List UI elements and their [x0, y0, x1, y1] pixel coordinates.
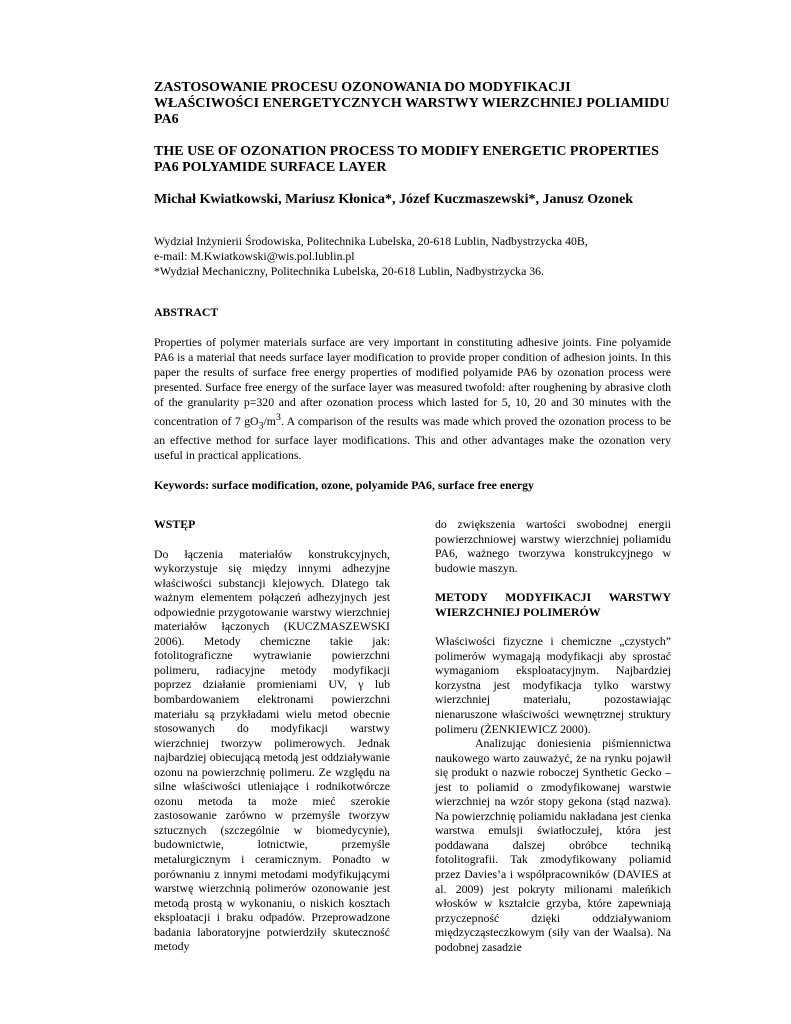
abstract-unit: /m: [263, 413, 276, 428]
methods-paragraph-1: Właściwości fizyczne i chemiczne „czystych” polimerów wymagają modyfikacji aby sprostać wymaganiom eksploatacyjnym. Najbardziej korzystna jest modyfikacja tylko warstwy wierzchniej materiału, pozostawiając nienaruszone właściwości wewnętrznej struktury polimeru (ŻENKIEWICZ 2000).: [435, 634, 671, 736]
affiliation-email: e-mail: M.Kwiatkowski@wis.pol.lublin.pl: [154, 249, 355, 263]
abstract-text: [154, 335, 671, 463]
affiliation-line-2: *Wydział Mechaniczny, Politechnika Lubelska, 20-618 Lublin, Nadbystrzycka 36.: [154, 264, 545, 278]
abstract-text-after: . A comparison of the results was made which proved the ozonation process to be an effective method for surface layer modifications. This and other advantages make the ozonation very useful in practical applications.: [154, 413, 671, 463]
abstract-subscript: 3: [258, 420, 264, 432]
abstract-heading: ABSTRACT: [154, 305, 219, 319]
keywords: Keywords: surface modification, ozone, polyamide PA6, surface free energy: [154, 478, 534, 493]
methods-paragraph-2: Analizując doniesienia piśmiennictwa naukowego warto zauważyć, że na rynku pojawił się produkt o nazwie roboczej Synthetic Gecko – jest to poliamid o zmodyfikowanej warstwie wierzchniej na wzór stopy gekona (stąd nazwa). Na powierzchnię poliamidu nakładana jest cienka warstwa emulsji światłoczułej, która jest poddawana dalszej obróbce techniką fotolitografii. Tak zmodyfikowany poliamid przez Davies’a i współpracowników (DAVIES at al. 2009) jest pokryty milionami maleńkich włosków w kształcie grzyba, które zapewniają przyczepność dzięki oddziaływaniom międzycząsteczkowym (siły van der Waalsa). Na podobnej zasadzie: [435, 736, 671, 954]
section-heading-wstep: WSTĘP: [154, 517, 196, 531]
paper-header: [154, 80, 671, 493]
authors: Michał Kwiatkowski, Mariusz Kłonica*, Józef Kuczmaszewski*, Janusz Ozonek: [154, 192, 634, 207]
affiliation: [154, 234, 671, 279]
intro-paragraph: Do łączenia materiałów konstrukcyjnych, wykorzystuje się między innymi adhezyjne właściwości substancji klejowych. Dlatego tak ważnym elementem połączeń adhezyjnych jest odpowiednie przygotowanie warstwy wierzchniej materiałów łączonych (KUCZMASZEWSKI 2006). Metody chemiczne takie jak: fotolitograficzne wytrawianie powierzchni polimeru, radiacyjne metody modyfikacji poprzez działanie promieniami UV, γ lub bombardowaniem elektronami powierzchni materiału są przykładami wielu metod obecnie stosowanych do modyfikacji warstwy wierzchniej tworzyw polimerowych. Jednak najbardziej obiecującą metodą jest oddziaływanie ozonu na powierzchnię polimeru. Ze względu na silne właściwości utleniające i rodnikotwórcze ozonu metoda ta może mieć szerokie zastosowanie zarówno w przemyśle tworzyw sztucznych (szczególnie w biomedycynie), budownictwie, lotnictwie, przemyśle metalurgicznym i ceramicznym. Ponadto w porównaniu z innymi metodami modyfikującymi warstwę wierzchnią polimerów ozonowanie jest metodą prostą w wykonaniu, o niskich kosztach eksploatacji i braku odpadów. Przeprowadzone badania laboratoryjne potwierdziły skuteczność metody: [154, 546, 390, 954]
right-column: [435, 517, 671, 954]
abstract-superscript: 3: [275, 412, 281, 423]
intro-paragraph-continued: do zwiększenia wartości swobodnej energii powierzchniowej warstwy wierzchniej poliamidu PA6, ważnego tworzywa konstrukcyjnego w budowie maszyn.: [435, 517, 671, 575]
title-polish: ZASTOSOWANIE PROCESU OZONOWANIA DO MODYFIKACJI WŁAŚCIWOŚCI ENERGETYCZNYCH WARSTWY WIERZCHNIEJ POLIAMIDU PA6: [154, 80, 670, 127]
abstract-text-before: Properties of polymer materials surface are very important in constituting adhesive joints. Fine polyamide PA6 is a material that needs surface layer modification to provide proper condition of adhesion joints. In this paper the results of surface free energy properties of modified polyamide PA6 by ozonation process were presented. Surface free energy of the surface layer was measured twofold: after roughening by abrasive cloth of the granularity p=320 and after ozonation process which lasted for 5, 10, 20 and 30 minutes with the concentration of 7 gO: [154, 335, 671, 428]
body-columns: [154, 517, 671, 954]
title-english: THE USE OF OZONATION PROCESS TO MODIFY ENERGETIC PROPERTIES PA6 POLYAMIDE SURFACE LAYER: [154, 144, 659, 175]
left-column: [154, 517, 390, 954]
section-heading-metody: METODY MODYFIKACJI WARSTWY WIERZCHNIEJ POLIMERÓW: [435, 590, 671, 619]
affiliation-line-1: Wydział Inżynierii Środowiska, Politechnika Lubelska, 20-618 Lublin, Nadbystrzycka 40B,: [154, 234, 588, 248]
